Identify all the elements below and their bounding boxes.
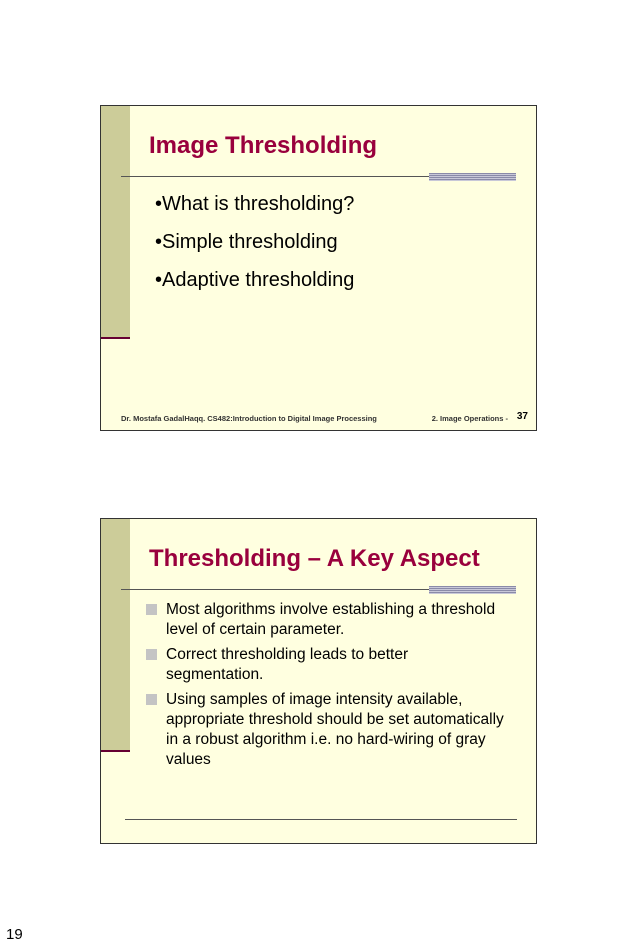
title-accent-stripes bbox=[429, 586, 516, 594]
list-item: •Simple thresholding bbox=[155, 231, 338, 253]
slide-side-tick bbox=[101, 750, 130, 752]
slide-side-bar bbox=[101, 106, 130, 338]
list-item: •What is thresholding? bbox=[155, 193, 355, 215]
page-number: 19 bbox=[6, 926, 23, 943]
bullet-list bbox=[155, 192, 354, 306]
slide-footer-section: 2. Image Operations - bbox=[431, 414, 508, 423]
slide-number: 37 bbox=[516, 411, 528, 422]
list-item bbox=[134, 645, 504, 685]
title-accent-stripes bbox=[429, 173, 516, 181]
slide-thresholding-key-aspect bbox=[100, 518, 537, 844]
square-bullet-icon bbox=[146, 604, 157, 615]
list-item: •Adaptive thresholding bbox=[155, 269, 355, 291]
bullet-list bbox=[134, 600, 504, 775]
slide-side-bar bbox=[101, 519, 130, 751]
square-bullet-icon bbox=[146, 694, 157, 705]
slide-side-tick bbox=[101, 337, 130, 339]
slide-footer-author: Dr. Mostafa GadalHaqq. CS482:Introduction to Digital Image Processing bbox=[121, 414, 377, 423]
slide-image-thresholding bbox=[100, 105, 537, 431]
slide-title: Image Thresholding bbox=[149, 132, 378, 159]
footer-rule bbox=[125, 819, 517, 820]
list-item bbox=[134, 690, 504, 770]
list-item-text: Correct thresholding leads to better segmentation. bbox=[166, 646, 409, 683]
list-item-text: Using samples of image intensity available, appropriate threshold should be set automatically in a robust algorithm i.e. no hard-wiring of gray values bbox=[166, 691, 504, 768]
list-item bbox=[134, 600, 504, 640]
list-item-text: Most algorithms involve establishing a threshold level of certain parameter. bbox=[166, 601, 496, 638]
slide-title: Thresholding – A Key Aspect bbox=[149, 545, 480, 572]
square-bullet-icon bbox=[146, 649, 157, 660]
